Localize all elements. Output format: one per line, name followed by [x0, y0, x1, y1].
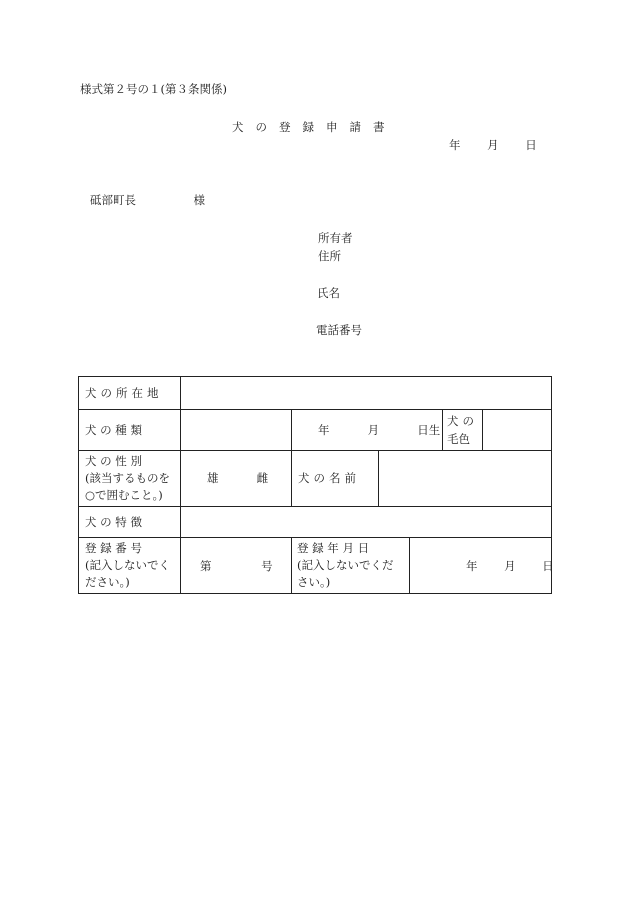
name-label: 氏名 — [317, 286, 340, 300]
registration-number-label-line-3: ださい。) — [85, 575, 130, 589]
breed-field[interactable] — [182, 411, 290, 449]
coat-color-label-line-2: 毛色 — [447, 432, 470, 446]
features-field[interactable] — [182, 508, 550, 536]
location-field[interactable] — [182, 378, 550, 408]
breed-label: 犬 の 種 類 — [85, 423, 142, 437]
cell-divider — [482, 409, 483, 451]
row-divider — [78, 450, 552, 451]
location-label: 犬の所在地 — [85, 386, 163, 400]
cell-divider — [291, 409, 292, 451]
cell-divider — [291, 450, 292, 507]
row-divider — [78, 409, 552, 410]
address-label: 住所 — [318, 249, 341, 263]
table-border-bottom — [78, 593, 552, 594]
registration-number-label-line-2: (記入しないでく — [85, 558, 170, 572]
sex-label-line-3: ○で囲むこと。) — [85, 488, 163, 502]
cell-divider — [378, 450, 379, 507]
coat-color-label-line-1: 犬の — [447, 414, 478, 428]
label-column-divider — [180, 376, 181, 594]
row-divider — [78, 506, 552, 507]
row-divider — [78, 537, 552, 538]
sex-label-line-2: (該当するものを — [85, 471, 170, 485]
registration-date-label-line-2: (記入しないでくだ — [297, 558, 394, 572]
owner-label: 所有者 — [318, 231, 353, 245]
registration-date-label-line-3: さい。) — [297, 575, 331, 589]
dog-name-field[interactable] — [380, 452, 550, 505]
document-title: 犬の登録申請書 — [232, 120, 397, 134]
features-label: 犬 の 特 徴 — [85, 515, 142, 529]
phone-label: 電話番号 — [316, 323, 362, 337]
sex-label-line-1: 犬 の 性 別 — [85, 454, 142, 468]
birth-date-field[interactable]: 年 月 日生 — [318, 423, 441, 437]
coat-color-field[interactable] — [484, 411, 550, 449]
registration-number-label-line-1: 登 録 番 号 — [85, 541, 142, 555]
form-number: 様式第２号の１(第３条関係) — [80, 82, 227, 96]
sex-options[interactable]: 雄 雌 — [207, 471, 269, 485]
cell-divider — [442, 409, 443, 451]
cell-divider — [409, 537, 410, 594]
addressee: 砥部町長 様 — [90, 193, 205, 207]
registration-number-field[interactable]: 第 号 — [200, 559, 273, 573]
registration-date-field[interactable]: 年 月 日 — [466, 559, 554, 573]
cell-divider — [291, 537, 292, 594]
application-date: 年 月 日 — [449, 138, 537, 152]
registration-date-label-line-1: 登 録 年 月 日 — [297, 541, 370, 555]
dog-name-label: 犬の名前 — [298, 471, 360, 485]
table-border-top — [78, 376, 552, 377]
